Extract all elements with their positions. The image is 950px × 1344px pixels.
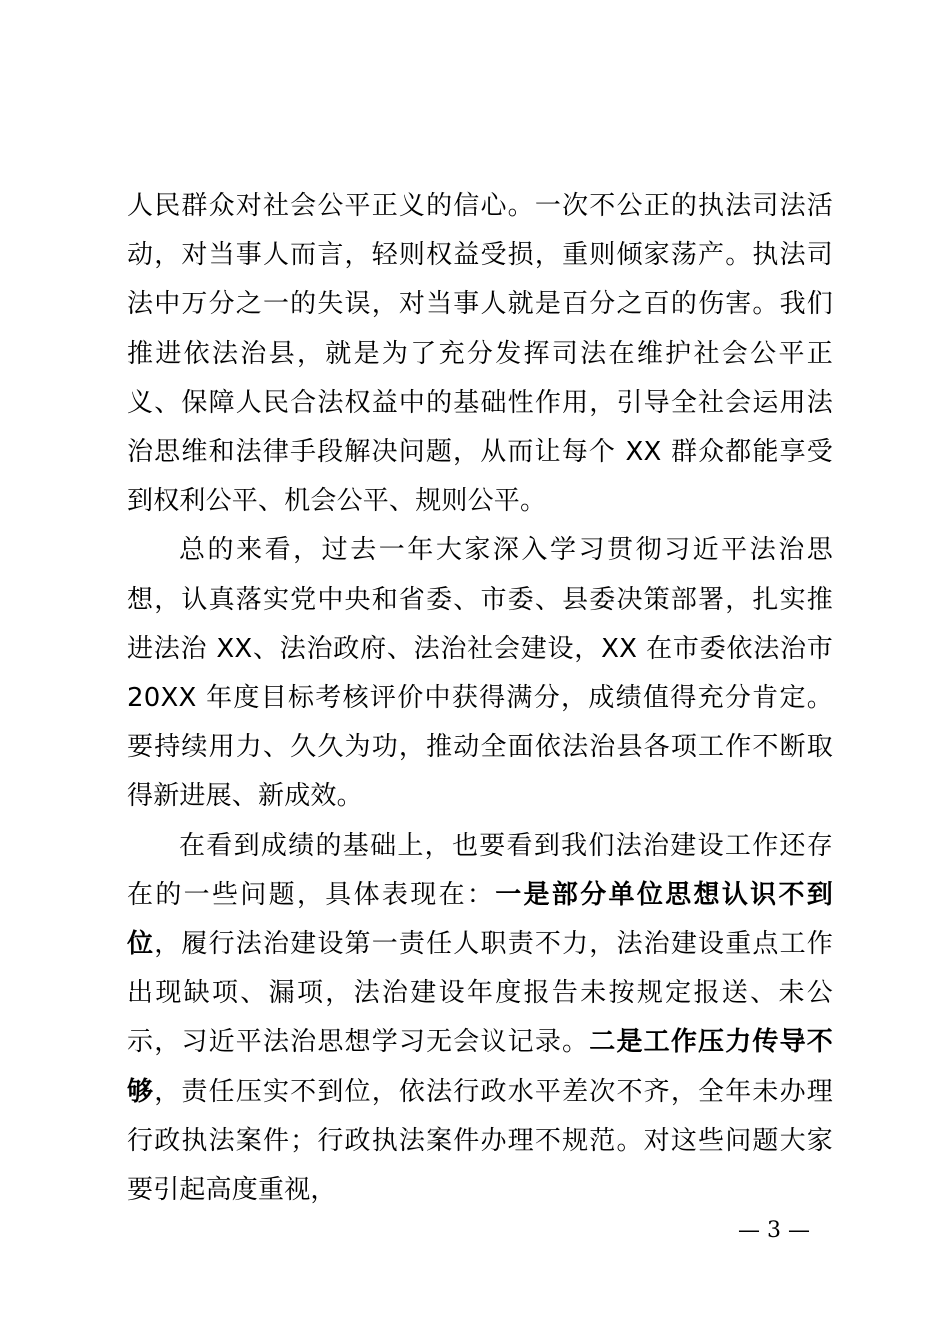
issue-1-heading: 一是部分单位思想认识不到位	[127, 879, 833, 960]
issue-2-heading: 二是工作压力传导不够	[127, 1027, 833, 1107]
document-body	[127, 182, 833, 1215]
paragraph-1	[127, 182, 833, 526]
page-number: — 3 —	[738, 1218, 810, 1243]
issue-2-detail: ，责任压实不到位，依法行政水平差次不齐，全年未办理行政执法案件；行政执法案件办理不规范。对这些问题大家要引起高度重视，	[127, 1076, 833, 1206]
issue-1-detail: ，履行法治建设第一责任人职责不力，法治建设重点工作出现缺项、漏项，法治建设年度报告未按规定报送、未公示，习近平法治思想学习无会议记录。	[127, 929, 833, 1058]
paragraph-3-intro: 在看到成绩的基础上，也要看到我们法治建设工作还存在的一些问题，具体表现在：	[127, 830, 833, 910]
paragraph-1-text: 人民群众对社会公平正义的信心。一次不公正的执法司法活动，对当事人而言，轻则权益受损，重则倾家荡产。执法司法中万分之一的失误，对当事人就是百分之百的伤害。我们推进依法治县，就是为了充分发挥司法在维护社会公平正义、保障人民合法权益中的基础性作用，引导全社会运用法治思维和法律手段解决问题，从而让每个 XX 群众都能享受到权利公平、机会公平、规则公平。	[127, 191, 833, 517]
paragraph-2-text: 总的来看，过去一年大家深入学习贯彻习近平法治思想，认真落实党中央和省委、市委、县委决策部署，扎实推进法治 XX、法治政府、法治社会建设，XX 在市委依法治市 20XX 年度目标考核评价中获得满分，成绩值得充分肯定。要持续用力、久久为功，推动全面依法治县各项工作不断取得新进展、新成效。	[127, 535, 833, 812]
paragraph-2	[127, 526, 833, 821]
paragraph-3	[127, 822, 833, 1216]
